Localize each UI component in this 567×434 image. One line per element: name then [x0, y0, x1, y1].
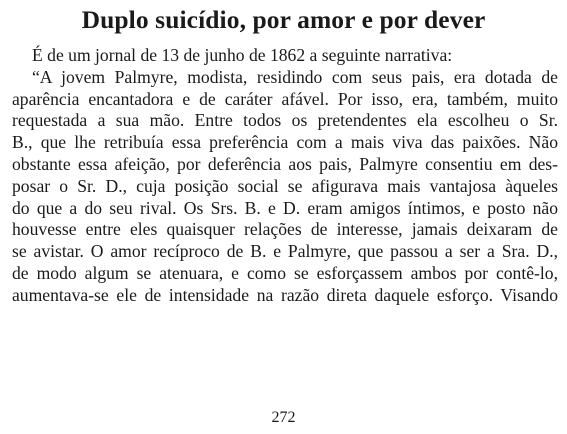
text-line: posar o Sr. D., cuja posição social se afigurava mais vantajosa àqueles: [12, 175, 558, 196]
intro-line: É de um jornal de 13 de junho de 1862 a seguinte narrativa:: [32, 45, 453, 65]
text-line: obstante essa afeição, por deferência aos pais, Palmyre consentiu em des-: [12, 153, 558, 174]
text-line: aumentava-se ele de intensidade na razão direta daquele esforço. Visando: [12, 284, 558, 305]
text-line: se avistar. O amor recíproco de B. e Palmyre, que passou a ser a Sra. D.,: [12, 241, 558, 262]
text-line: requestada a sua mão. Entre todos os pretendentes ela escolheu o Sr.: [12, 110, 558, 131]
page-number: 272: [271, 409, 296, 426]
text-line: do que a do seu rival. Os Srs. B. e D. eram amigos íntimos, e posto não: [12, 197, 558, 218]
text-line: B., que lhe retribuía essa preferência com a mais viva das paixões. Não: [12, 132, 558, 153]
text-line: de modo algum se atenuara, e como se esforçassem ambos por contê-lo,: [12, 262, 558, 283]
text-line: aparência encantadora e de caráter afável. Por isso, era, também, muito: [12, 88, 558, 109]
text-line: houvesse entre eles quaisquer relações de interesse, jamais deixaram de: [12, 219, 558, 240]
chapter-title: Duplo suicídio, por amor e por dever: [81, 5, 486, 34]
text-line: “A jovem Palmyre, modista, residindo com seus pais, era dotada de: [32, 66, 558, 87]
body-text: [12, 45, 558, 307]
